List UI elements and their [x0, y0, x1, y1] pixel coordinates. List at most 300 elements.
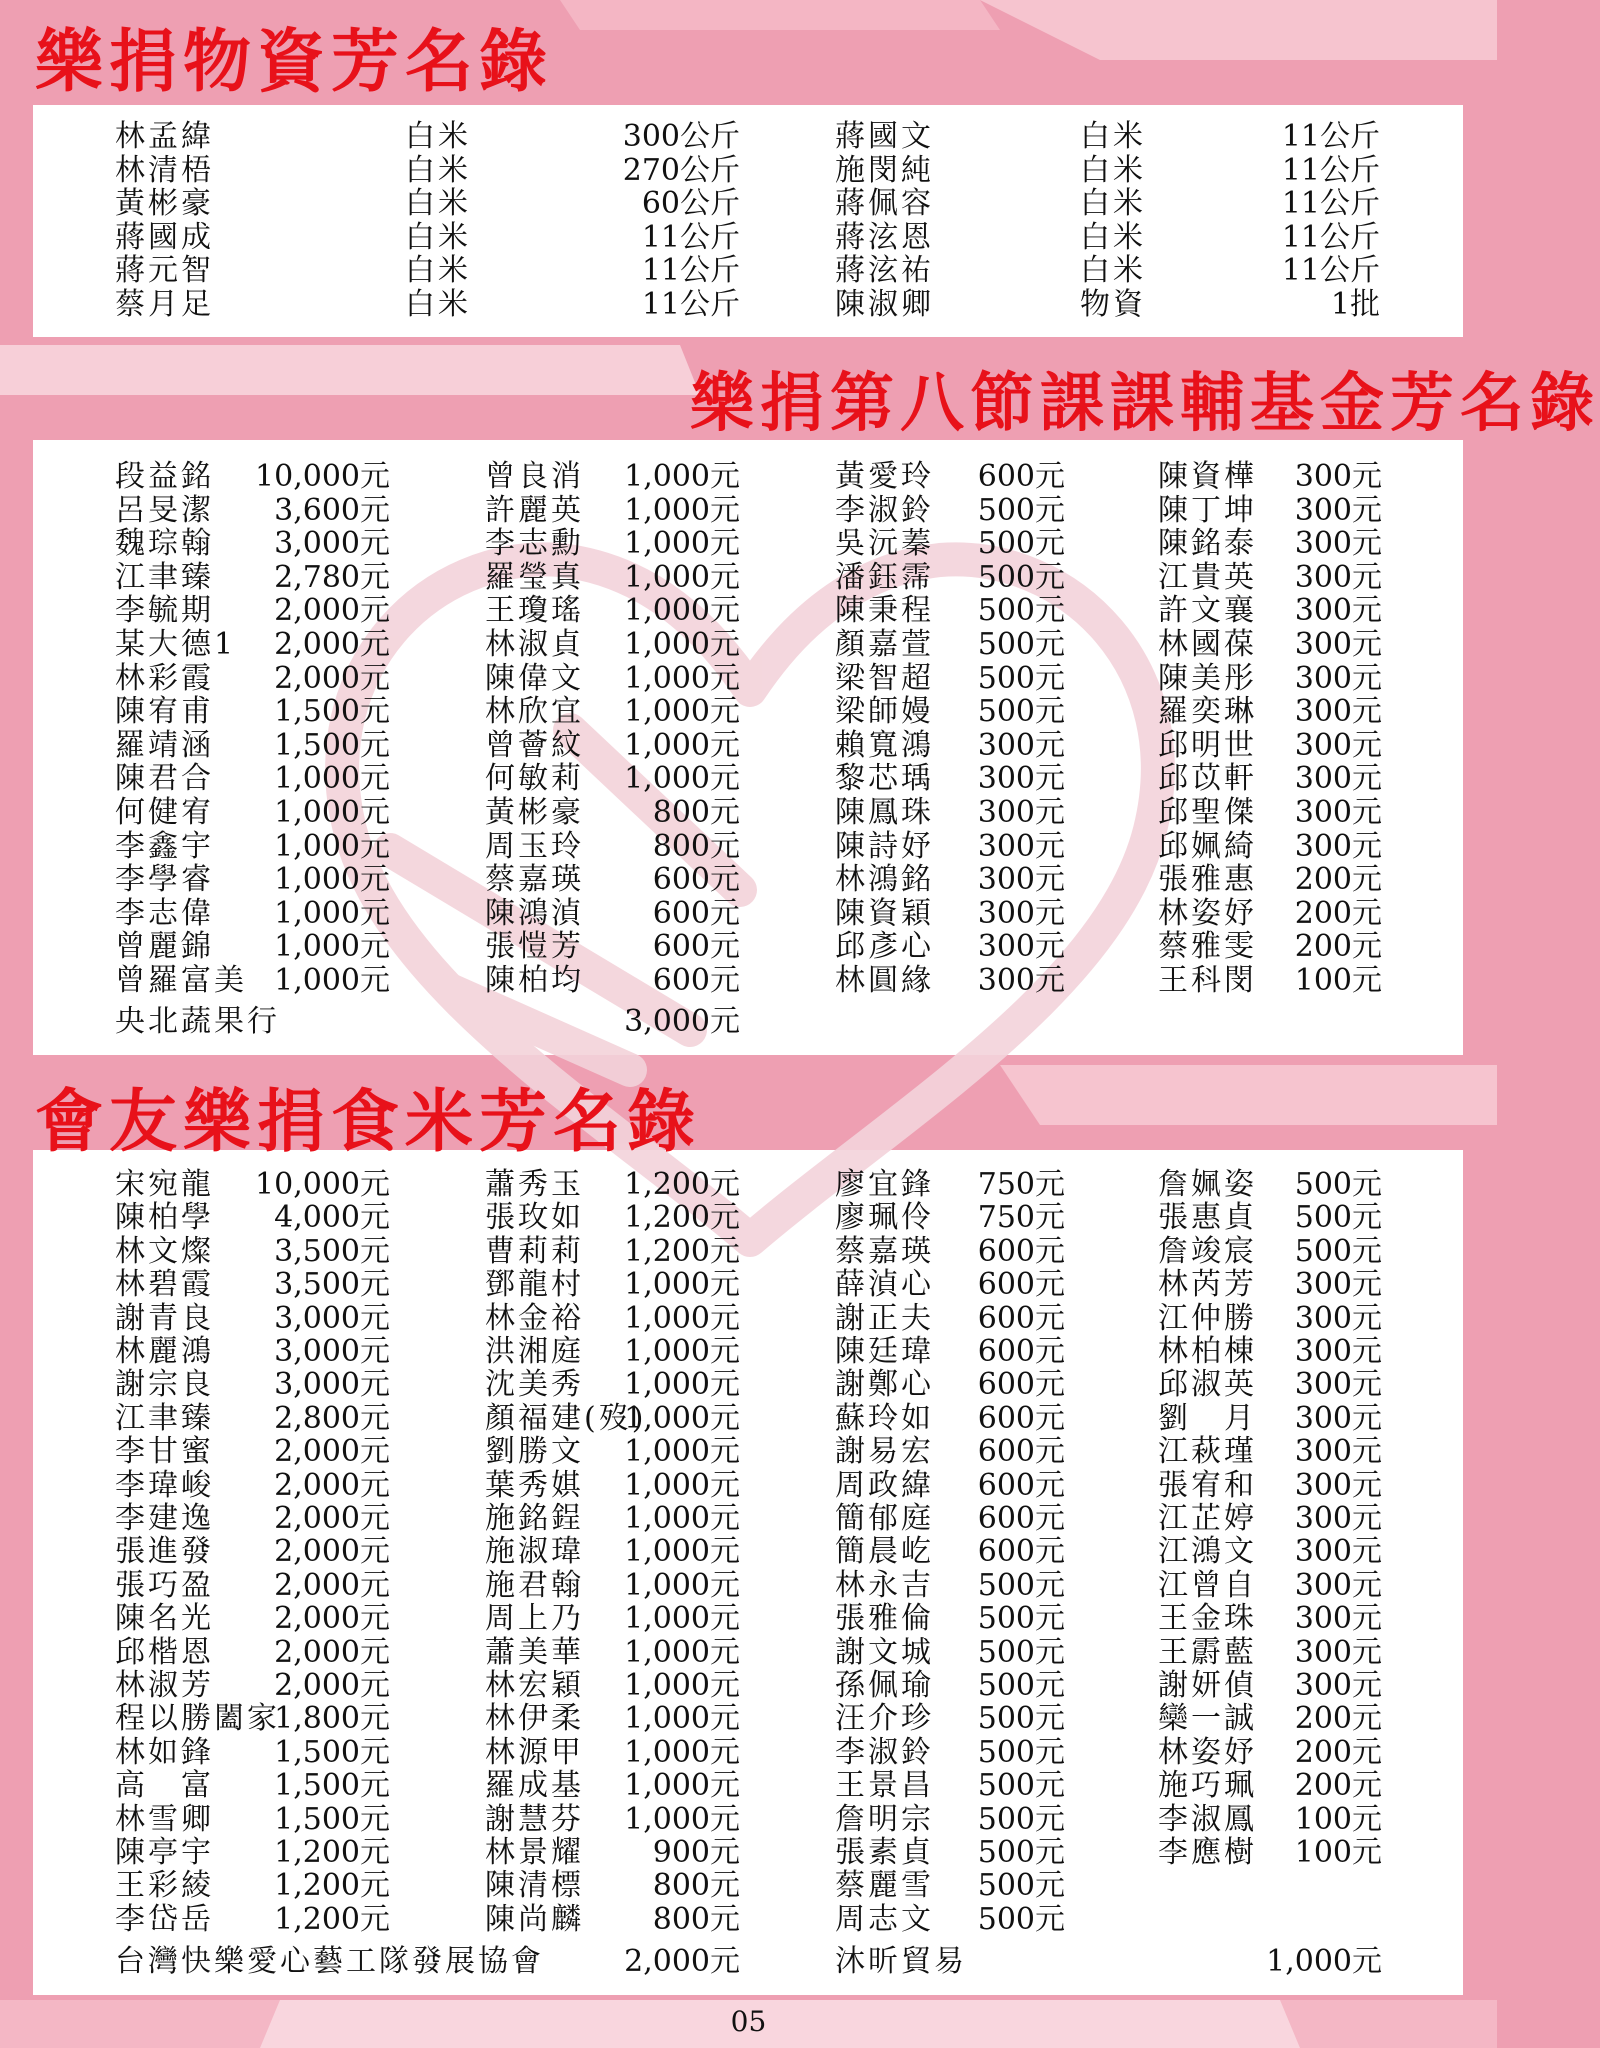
donation-amount: 200元 — [1294, 1768, 1382, 1804]
donation-amount: 300元 — [977, 828, 1065, 864]
donor-name: 張進發 — [115, 1534, 214, 1570]
donation-amount: 500元 — [977, 660, 1065, 696]
donation-amount: 300元 — [1294, 459, 1382, 494]
donation-amount: 300元 — [977, 761, 1065, 797]
donation-item: 白米 — [1080, 253, 1146, 289]
donation-amount: 1,000元 — [624, 694, 740, 730]
donor-name: 黃彬豪 — [485, 795, 584, 830]
donor-name: 謝易宏 — [835, 1434, 934, 1470]
donation-amount: 600元 — [977, 1267, 1065, 1303]
donation-amount: 600元 — [652, 862, 740, 898]
donation-amount: 4,000元 — [274, 1200, 390, 1236]
donation-amount: 800元 — [652, 795, 740, 830]
donation-amount: 500元 — [977, 1601, 1065, 1637]
donation-amount: 100元 — [1294, 1835, 1382, 1870]
donation-amount: 500元 — [977, 1901, 1065, 1937]
donor-name: 施君翰 — [485, 1567, 584, 1603]
donor-name: 蔡嘉瑛 — [835, 1233, 934, 1269]
donor-name: 宋宛龍 — [115, 1167, 214, 1202]
donation-amount: 1,200元 — [624, 1233, 740, 1269]
donor-name: 陳柏學 — [115, 1200, 214, 1236]
donation-amount: 500元 — [977, 1567, 1065, 1603]
donor-name: 顏嘉萱 — [835, 627, 934, 662]
donation-amount: 3,000元 — [624, 1004, 740, 1039]
donation-amount: 1,000元 — [274, 862, 390, 898]
donor-name: 梁師嫚 — [835, 694, 934, 730]
donor-name: 蔣泫祐 — [835, 253, 934, 289]
donor-name: 謝青良 — [115, 1300, 214, 1336]
donor-name: 周志文 — [835, 1901, 934, 1937]
donor-name: 蔣元智 — [115, 253, 214, 289]
donor-name: 江萩瑾 — [1158, 1434, 1257, 1470]
donation-amount: 300元 — [1294, 627, 1382, 662]
donor-name: 邱苡軒 — [1158, 761, 1257, 797]
donation-amount: 3,000元 — [274, 1300, 390, 1336]
donation-amount: 2,000元 — [274, 627, 390, 662]
donor-name: 劉 月 — [1158, 1400, 1257, 1436]
donor-name: 施淑瑋 — [485, 1534, 584, 1570]
donor-name: 陳君合 — [115, 761, 214, 797]
donor-name: 程以勝闔家 — [115, 1701, 280, 1737]
donation-amount: 300公斤 — [622, 119, 740, 154]
donation-amount: 270公斤 — [622, 152, 740, 188]
donation-amount: 750元 — [977, 1167, 1065, 1202]
donation-amount: 300元 — [977, 963, 1065, 998]
donation-amount: 300元 — [977, 862, 1065, 898]
donor-name: 李毓期 — [115, 593, 214, 629]
donor-name: 呂旻潔 — [115, 492, 214, 528]
donor-name: 邱聖傑 — [1158, 795, 1257, 830]
donor-name: 陳秉程 — [835, 593, 934, 629]
donor-name: 謝文城 — [835, 1634, 934, 1670]
donation-amount: 11公斤 — [1281, 219, 1380, 255]
donation-amount: 11公斤 — [1281, 253, 1380, 289]
donor-name: 林圓緣 — [835, 963, 934, 998]
donation-amount: 1,000元 — [624, 459, 740, 494]
donation-amount: 200元 — [1294, 1701, 1382, 1737]
donation-amount: 800元 — [652, 1901, 740, 1937]
donor-name: 李淑鈴 — [835, 492, 934, 528]
donor-name: 陳美彤 — [1158, 660, 1257, 696]
donation-amount: 500元 — [977, 1768, 1065, 1804]
donation-amount: 600元 — [977, 1501, 1065, 1536]
donor-name: 李淑鈴 — [835, 1734, 934, 1770]
donor-name: 孫佩瑜 — [835, 1668, 934, 1703]
donation-amount: 300元 — [1294, 1400, 1382, 1436]
donation-amount: 2,000元 — [274, 1601, 390, 1637]
donor-name: 謝鄭心 — [835, 1367, 934, 1403]
donor-name: 梁智超 — [835, 660, 934, 696]
donor-name: 陳鳳珠 — [835, 795, 934, 830]
donation-amount: 1,000元 — [624, 1701, 740, 1737]
donation-amount: 2,000元 — [274, 1467, 390, 1503]
donation-amount: 1,200元 — [624, 1200, 740, 1236]
donor-name: 曾麗錦 — [115, 929, 214, 965]
donor-name: 王瓊瑤 — [485, 593, 584, 629]
donation-amount: 1,200元 — [624, 1167, 740, 1202]
donor-name: 林芮芳 — [1158, 1267, 1257, 1303]
donation-amount: 200元 — [1294, 862, 1382, 898]
donor-name: 張巧盈 — [115, 1567, 214, 1603]
donation-amount: 500元 — [977, 526, 1065, 562]
donation-amount: 11公斤 — [1281, 152, 1380, 188]
tutoring-title: 樂捐第八節課課輔基金芳名錄 — [690, 366, 1600, 441]
donation-amount: 1,000元 — [624, 1501, 740, 1536]
donation-amount: 1,000元 — [274, 795, 390, 830]
donation-amount: 500元 — [977, 1634, 1065, 1670]
donation-amount: 300元 — [1294, 828, 1382, 864]
donor-name: 蔣佩容 — [835, 186, 934, 222]
donor-name: 李瑋峻 — [115, 1467, 214, 1503]
donor-name: 潘鈺霈 — [835, 559, 934, 595]
donor-name: 羅成基 — [485, 1768, 584, 1804]
donation-amount: 3,600元 — [274, 492, 390, 528]
donation-amount: 1,000元 — [1266, 1944, 1382, 1979]
donation-amount: 1,000元 — [624, 559, 740, 595]
donation-item: 白米 — [405, 152, 471, 188]
donation-amount: 2,000元 — [274, 1634, 390, 1670]
donor-name: 曾羅富美 — [115, 963, 247, 998]
donor-name: 林姿妤 — [1158, 895, 1257, 931]
donor-name: 江曾自 — [1158, 1567, 1257, 1603]
donation-amount: 1,000元 — [624, 1567, 740, 1603]
donor-name: 林國葆 — [1158, 627, 1257, 662]
donor-name: 陳名光 — [115, 1601, 214, 1637]
donation-amount: 500元 — [1294, 1200, 1382, 1236]
donor-name: 江仲勝 — [1158, 1300, 1257, 1336]
donor-name: 施閔純 — [835, 152, 934, 188]
donation-amount: 1,000元 — [624, 1801, 740, 1837]
donation-item: 白米 — [405, 287, 471, 322]
donor-name: 沐昕貿易 — [835, 1944, 967, 1979]
donation-amount: 2,000元 — [274, 1567, 390, 1603]
donation-amount: 500元 — [1294, 1233, 1382, 1269]
donation-amount: 1,800元 — [274, 1701, 390, 1737]
donation-amount: 2,000元 — [274, 1501, 390, 1536]
donation-amount: 1,200元 — [274, 1835, 390, 1870]
donation-amount: 300元 — [1294, 1668, 1382, 1703]
donor-name: 詹姵姿 — [1158, 1167, 1257, 1202]
donor-name: 賴寬鴻 — [835, 727, 934, 763]
donation-amount: 11公斤 — [641, 219, 740, 255]
donation-amount: 500元 — [977, 593, 1065, 629]
donor-name: 陳宥甫 — [115, 694, 214, 730]
donation-amount: 11公斤 — [641, 253, 740, 289]
donor-name: 張惠貞 — [1158, 1200, 1257, 1236]
donor-name: 高 富 — [115, 1768, 214, 1804]
donation-amount: 300元 — [1294, 727, 1382, 763]
donation-amount: 600元 — [977, 1334, 1065, 1369]
donor-name: 李鑫宇 — [115, 828, 214, 864]
donor-name: 詹明宗 — [835, 1801, 934, 1837]
donation-amount: 1,200元 — [274, 1901, 390, 1937]
donor-name: 台灣快樂愛心藝工隊發展協會 — [115, 1944, 544, 1979]
donation-item: 白米 — [1080, 152, 1146, 188]
donation-amount: 1,000元 — [624, 1734, 740, 1770]
donor-name: 沈美秀 — [485, 1367, 584, 1403]
donor-name: 薛湞心 — [835, 1267, 934, 1303]
donor-name: 何健宥 — [115, 795, 214, 830]
donation-amount: 11公斤 — [641, 287, 740, 322]
donor-name: 施銘鋥 — [485, 1501, 584, 1536]
donation-amount: 500元 — [977, 1835, 1065, 1870]
donation-amount: 2,780元 — [274, 559, 390, 595]
donation-amount: 500元 — [977, 1734, 1065, 1770]
donation-amount: 3,000元 — [274, 1334, 390, 1369]
donor-name: 林淑芳 — [115, 1668, 214, 1703]
donor-name: 鄧龍村 — [485, 1267, 584, 1303]
donor-name: 蕭秀玉 — [485, 1167, 584, 1202]
donation-amount: 3,500元 — [274, 1267, 390, 1303]
donation-amount: 300元 — [1294, 492, 1382, 528]
donor-name: 李岱岳 — [115, 1901, 214, 1937]
donation-amount: 500元 — [977, 1801, 1065, 1837]
donor-name: 陳清標 — [485, 1868, 584, 1904]
donor-name: 蘇玲如 — [835, 1400, 934, 1436]
donation-amount: 600元 — [977, 1400, 1065, 1436]
donor-name: 王彩綾 — [115, 1868, 214, 1904]
donation-amount: 500元 — [977, 559, 1065, 595]
donation-amount: 200元 — [1294, 929, 1382, 965]
donor-name: 林文燦 — [115, 1233, 214, 1269]
donation-amount: 1,000元 — [624, 1300, 740, 1336]
donation-amount: 500元 — [977, 627, 1065, 662]
donation-amount: 600元 — [977, 1467, 1065, 1503]
donor-name: 葉秀娸 — [485, 1467, 584, 1503]
donor-name: 李志偉 — [115, 895, 214, 931]
donor-name: 陳廷瑋 — [835, 1334, 934, 1369]
donor-name: 李志勳 — [485, 526, 584, 562]
donor-name: 顏福建(歿) — [485, 1400, 647, 1436]
donation-amount: 2,000元 — [274, 660, 390, 696]
donation-amount: 1,000元 — [624, 1367, 740, 1403]
donor-name: 李建逸 — [115, 1501, 214, 1536]
donation-amount: 300元 — [1294, 761, 1382, 797]
donation-amount: 2,000元 — [274, 1434, 390, 1470]
donor-name: 王霨藍 — [1158, 1634, 1257, 1670]
donor-name: 林淑貞 — [485, 627, 584, 662]
donation-amount: 600元 — [977, 1367, 1065, 1403]
donation-amount: 100元 — [1294, 963, 1382, 998]
donation-amount: 2,000元 — [274, 1668, 390, 1703]
donation-amount: 300元 — [1294, 1267, 1382, 1303]
donation-amount: 300元 — [1294, 1434, 1382, 1470]
donor-name: 陳詩妤 — [835, 828, 934, 864]
donation-item: 白米 — [405, 119, 471, 154]
donation-amount: 600元 — [977, 1534, 1065, 1570]
donor-name: 吳沅蓁 — [835, 526, 934, 562]
donor-name: 羅奕琳 — [1158, 694, 1257, 730]
donation-amount: 60公斤 — [641, 186, 740, 222]
donation-amount: 300元 — [977, 895, 1065, 931]
donor-name: 蔣國成 — [115, 219, 214, 255]
donation-amount: 300元 — [1294, 1367, 1382, 1403]
donor-name: 陳尚麟 — [485, 1901, 584, 1937]
donor-name: 李學睿 — [115, 862, 214, 898]
donor-name: 林柏棟 — [1158, 1334, 1257, 1369]
donor-name: 謝慧芬 — [485, 1801, 584, 1837]
donation-amount: 1,000元 — [274, 929, 390, 965]
donation-amount: 600元 — [652, 929, 740, 965]
donor-name: 陳亭宇 — [115, 1835, 214, 1870]
donation-amount: 300元 — [1294, 660, 1382, 696]
donation-amount: 500元 — [977, 1868, 1065, 1904]
donation-amount: 1,500元 — [274, 1801, 390, 1837]
donor-name: 周上乃 — [485, 1601, 584, 1637]
donor-name: 林如鋒 — [115, 1734, 214, 1770]
donor-name: 林欣宜 — [485, 694, 584, 730]
donation-amount: 11公斤 — [1281, 186, 1380, 222]
donation-amount: 1,500元 — [274, 694, 390, 730]
donation-amount: 600元 — [977, 1434, 1065, 1470]
donation-item: 白米 — [405, 253, 471, 289]
donor-name: 謝正夫 — [835, 1300, 934, 1336]
donor-name: 邱楷恩 — [115, 1634, 214, 1670]
material-title: 樂捐物資芳名錄 — [35, 22, 554, 102]
donation-amount: 2,800元 — [274, 1400, 390, 1436]
donation-amount: 300元 — [1294, 795, 1382, 830]
donor-name: 周玉玲 — [485, 828, 584, 864]
donation-amount: 1,000元 — [624, 1400, 740, 1436]
donor-name: 蔡月足 — [115, 287, 214, 322]
page-number: 05 — [730, 2005, 767, 2038]
donor-name: 林麗鴻 — [115, 1334, 214, 1369]
donation-item: 物資 — [1080, 287, 1146, 322]
donation-amount: 500元 — [977, 694, 1065, 730]
donor-name: 魏琮翰 — [115, 526, 214, 562]
donor-name: 江芷婷 — [1158, 1501, 1257, 1536]
donor-name: 簡晨屹 — [835, 1534, 934, 1570]
donor-name: 曾薈紋 — [485, 727, 584, 763]
donation-amount: 1,000元 — [624, 1434, 740, 1470]
donation-amount: 300元 — [1294, 1501, 1382, 1536]
donor-name: 林鴻銘 — [835, 862, 934, 898]
donor-name: 謝妍偵 — [1158, 1668, 1257, 1703]
donation-item: 白米 — [1080, 219, 1146, 255]
donation-amount: 1,500元 — [274, 727, 390, 763]
donation-item: 白米 — [1080, 186, 1146, 222]
donor-name: 陳淑卿 — [835, 287, 934, 322]
donation-amount: 1,000元 — [624, 1534, 740, 1570]
donor-name: 蔣泫恩 — [835, 219, 934, 255]
donation-amount: 600元 — [652, 963, 740, 998]
donor-name: 王科閔 — [1158, 963, 1257, 998]
donation-amount: 1,000元 — [274, 761, 390, 797]
donor-name: 蔣國文 — [835, 119, 934, 154]
donation-amount: 3,500元 — [274, 1233, 390, 1269]
donor-name: 段益銘 — [115, 459, 214, 494]
donation-amount: 1,000元 — [624, 1467, 740, 1503]
donation-item: 白米 — [405, 186, 471, 222]
donation-amount: 1,000元 — [624, 1668, 740, 1703]
donation-amount: 2,000元 — [274, 593, 390, 629]
donor-name: 蔡嘉瑛 — [485, 862, 584, 898]
donor-name: 林宏穎 — [485, 1668, 584, 1703]
donor-name: 林碧霞 — [115, 1267, 214, 1303]
donor-name: 黃愛玲 — [835, 459, 934, 494]
donation-amount: 500元 — [977, 492, 1065, 528]
donor-name: 林清梧 — [115, 152, 214, 188]
donation-item: 白米 — [1080, 119, 1146, 154]
donation-amount: 1,000元 — [624, 593, 740, 629]
donation-amount: 300元 — [1294, 1300, 1382, 1336]
donation-amount: 800元 — [652, 828, 740, 864]
donor-name: 謝宗良 — [115, 1367, 214, 1403]
donation-amount: 300元 — [1294, 526, 1382, 562]
donation-amount: 1,000元 — [274, 895, 390, 931]
donation-amount: 500元 — [1294, 1167, 1382, 1202]
donation-amount: 1,000元 — [624, 1634, 740, 1670]
donation-amount: 11公斤 — [1281, 119, 1380, 154]
donation-amount: 1,000元 — [624, 1601, 740, 1637]
donor-name: 央北蔬果行 — [115, 1004, 280, 1039]
donor-name: 洪湘庭 — [485, 1334, 584, 1369]
donor-name: 林永吉 — [835, 1567, 934, 1603]
donor-name: 周政緯 — [835, 1467, 934, 1503]
donor-name: 邱彥心 — [835, 929, 934, 965]
donation-amount: 1,000元 — [624, 660, 740, 696]
donation-amount: 1,500元 — [274, 1768, 390, 1804]
donor-name: 李甘蜜 — [115, 1434, 214, 1470]
donor-name: 林源甲 — [485, 1734, 584, 1770]
donation-amount: 1,000元 — [624, 627, 740, 662]
donor-name: 陳銘泰 — [1158, 526, 1257, 562]
donation-amount: 600元 — [652, 895, 740, 931]
donor-name: 陳柏均 — [485, 963, 584, 998]
donation-amount: 300元 — [977, 929, 1065, 965]
donor-name: 陳丁坤 — [1158, 492, 1257, 528]
donation-amount: 1,000元 — [624, 526, 740, 562]
donor-name: 張玫如 — [485, 1200, 584, 1236]
donation-amount: 1,000元 — [624, 1334, 740, 1369]
donation-amount: 10,000元 — [255, 1167, 390, 1202]
donor-name: 邱明世 — [1158, 727, 1257, 763]
donor-name: 黃彬豪 — [115, 186, 214, 222]
donation-amount: 1,200元 — [274, 1868, 390, 1904]
donation-amount: 2,000元 — [274, 1534, 390, 1570]
donor-name: 林雪卿 — [115, 1801, 214, 1837]
donation-amount: 300元 — [977, 727, 1065, 763]
donor-name: 林金裕 — [485, 1300, 584, 1336]
donor-name: 黎芯瑀 — [835, 761, 934, 797]
donation-amount: 300元 — [1294, 593, 1382, 629]
donor-name: 陳偉文 — [485, 660, 584, 696]
donation-amount: 900元 — [652, 1835, 740, 1870]
donation-amount: 600元 — [977, 1300, 1065, 1336]
donor-name: 汪介珍 — [835, 1701, 934, 1737]
donor-name: 江鴻文 — [1158, 1534, 1257, 1570]
donor-name: 王金珠 — [1158, 1601, 1257, 1637]
donor-name: 林孟緯 — [115, 119, 214, 154]
donation-amount: 1,500元 — [274, 1734, 390, 1770]
donor-name: 廖珮伶 — [835, 1200, 934, 1236]
donor-name: 施巧珮 — [1158, 1768, 1257, 1804]
donor-name: 陳資穎 — [835, 895, 934, 931]
donation-amount: 1,000元 — [274, 828, 390, 864]
donation-amount: 100元 — [1294, 1801, 1382, 1837]
donor-name: 李淑鳳 — [1158, 1801, 1257, 1837]
donor-name: 何敏莉 — [485, 761, 584, 797]
donation-amount: 300元 — [1294, 1334, 1382, 1369]
donation-amount: 3,000元 — [274, 1367, 390, 1403]
donor-name: 蔡麗雪 — [835, 1868, 934, 1904]
donor-name: 江聿臻 — [115, 1400, 214, 1436]
donation-amount: 300元 — [1294, 694, 1382, 730]
donor-name: 張愷芳 — [485, 929, 584, 965]
donor-name: 曹莉莉 — [485, 1233, 584, 1269]
donor-name: 張素貞 — [835, 1835, 934, 1870]
donor-name: 張雅倫 — [835, 1601, 934, 1637]
